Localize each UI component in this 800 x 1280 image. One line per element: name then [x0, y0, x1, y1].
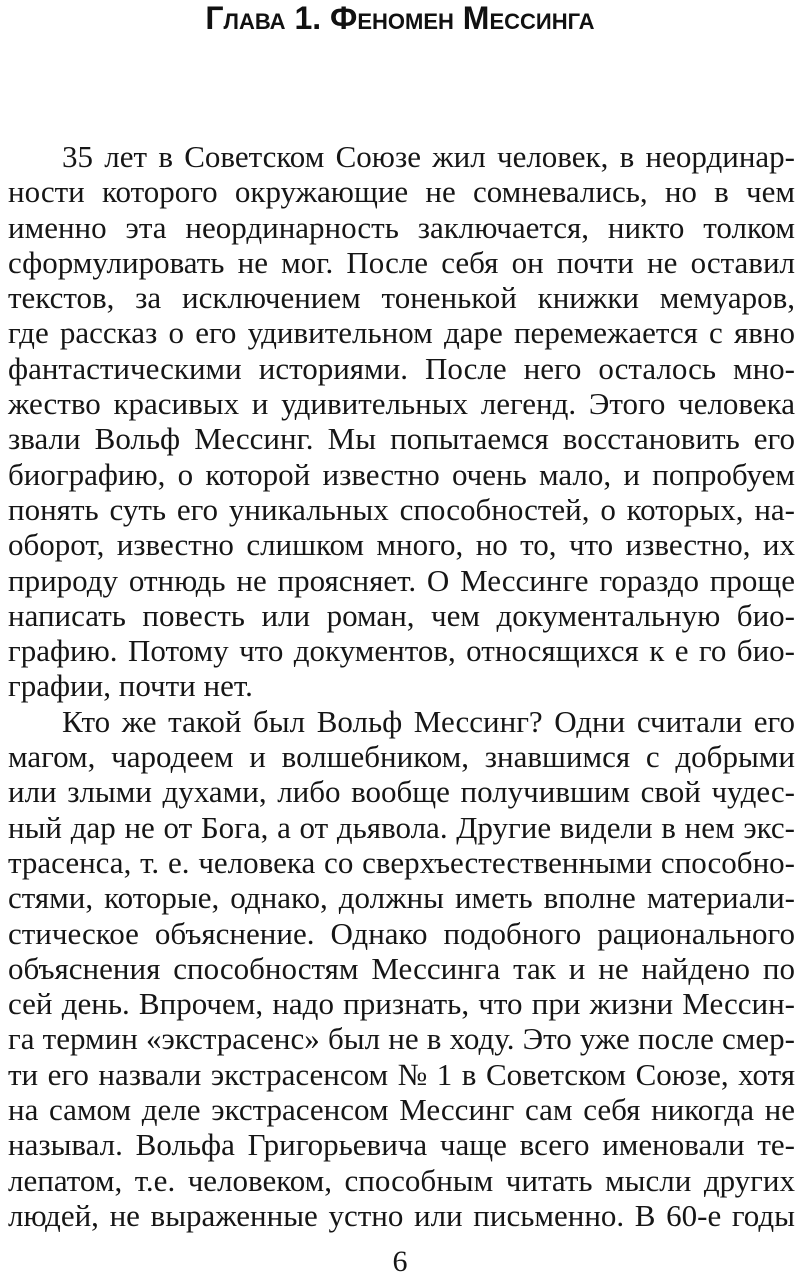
chapter-header: Глава 1. Феномен Мессинга: [205, 0, 595, 36]
text-line: оборот, известно слишком много, но то, что известно, их: [8, 527, 795, 563]
text-line: лепатом, т.е. человеком, способным читать мысли других: [8, 1162, 795, 1198]
text-line: понять суть его уникальных способностей, о которых, на-: [8, 491, 795, 527]
text-line: графии, почти нет.: [8, 668, 253, 704]
text-line: Кто же такой был Вольф Мессинг? Одни считали его: [62, 703, 795, 739]
text-line: га термин «экстрасенс» был не в ходу. Это уже после смер-: [8, 1021, 795, 1057]
text-line: биографию, о которой известно очень мало, и попробуем: [8, 456, 795, 492]
text-line: сей день. Впрочем, надо признать, что при жизни Мессин-: [8, 986, 795, 1022]
text-line: написать повесть или роман, чем документальную био-: [8, 597, 795, 633]
text-line: жество красивых и удивительных легенд. Этого человека: [8, 386, 795, 422]
text-line: где рассказ о его удивительном даре перемежается с явно: [8, 315, 795, 351]
text-line: ный дар не от Бога, а от дьявола. Другие видели в нем экс-: [8, 809, 795, 845]
text-line: называл. Вольфа Григорьевича чаще всего именовали те-: [8, 1127, 795, 1163]
paragraph: [8, 704, 795, 1233]
text-line: ности которого окружающие не сомневались, но в чем: [8, 174, 795, 210]
text-line: звали Вольф Мессинг. Мы попытаемся восстановить его: [8, 421, 795, 457]
text-line: графию. Потому что документов, относящихся к е го био-: [8, 633, 795, 669]
text-line: ти его назвали экстрасенсом № 1 в Советском Союзе, хотя: [8, 1056, 795, 1092]
paragraph: [8, 139, 795, 704]
text-line: стическое объяснение. Однако подобного рационального: [8, 915, 795, 951]
page-body: [8, 139, 795, 1233]
text-line: именно эта неординарность заключается, никто толком: [8, 209, 795, 245]
text-line: на самом деле экстрасенсом Мессинг сам себя никогда не: [8, 1092, 795, 1128]
text-line: стями, которые, однако, должны иметь вполне материали-: [8, 880, 795, 916]
text-line: 35 лет в Советском Союзе жил человек, в неординар-: [62, 139, 795, 174]
text-line: текстов, за исключением тоненькой книжки мемуаров,: [8, 280, 795, 316]
text-line: объяснения способностям Мессинга так и не найдено по: [8, 950, 795, 986]
text-line: трасенса, т. е. человека со сверхъестественными способно-: [8, 844, 795, 880]
page-number: 6: [392, 1245, 408, 1278]
text-line: природу отнюдь не проясняет. О Мессинге гораздо проще: [8, 562, 795, 598]
text-line: фантастическими историями. После него осталось мно-: [8, 350, 795, 386]
text-line: магом, чародеем и волшебником, знавшимся с добрыми: [8, 739, 795, 775]
text-line: людей, не выраженные устно или письменно. В 60-е годы: [8, 1197, 795, 1233]
text-line: или злыми духами, либо вообще получившим свой чудес-: [8, 774, 795, 810]
text-line: сформулировать не мог. После себя он почти не оставил: [8, 244, 795, 280]
